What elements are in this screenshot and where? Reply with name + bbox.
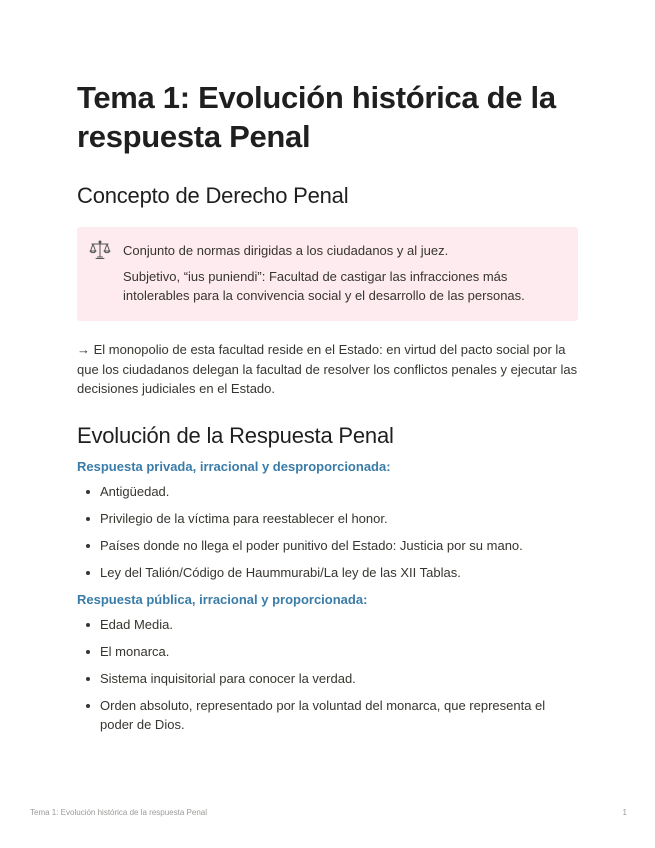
bullet-list: [77, 615, 578, 734]
list-item: Privilegio de la víctima para reestablecer el honor.: [100, 509, 578, 528]
section-heading-concepto: Concepto de Derecho Penal: [77, 183, 349, 208]
section-heading-evolucion: Evolución de la Respuesta Penal: [77, 422, 394, 448]
list-item: Sistema inquisitorial para conocer la verdad.: [100, 669, 578, 688]
list-item: Países donde no llega el poder punitivo del Estado: Justicia por su mano.: [100, 536, 578, 555]
subheading-respuesta-privada: Respuesta privada, irracional y desproporcionada:: [77, 458, 391, 474]
list-item: Antigüedad.: [100, 482, 578, 501]
page-footer: [30, 808, 627, 817]
callout-line: Subjetivo, “ius puniendi”: Facultad de castigar las infracciones más intolerables para la convivencia social y el desarrollo de las personas.: [123, 269, 525, 303]
callout-box: [77, 227, 578, 321]
callout-line: Conjunto de normas dirigidas a los ciudadanos y al juez.: [123, 243, 449, 258]
footer-title: Tema 1: Evolución histórica de la respuesta Penal: [30, 808, 207, 817]
page-title: Tema 1: Evolución histórica de la respuesta Penal: [77, 80, 556, 154]
page-number: 1: [622, 808, 627, 817]
list-item: El monarca.: [100, 642, 578, 661]
bullet-list: [77, 482, 578, 582]
subheading-respuesta-publica: Respuesta pública, irracional y proporcionada:: [77, 591, 368, 607]
list-item: Ley del Talión/Código de Haummurabi/La ley de las XII Tablas.: [100, 563, 578, 582]
list-item: Edad Media.: [100, 615, 578, 634]
list-item: Orden absoluto, representado por la voluntad del monarca, que representa el poder de Dios.: [100, 696, 578, 734]
scales-icon: [89, 239, 111, 261]
body-paragraph: → El monopolio de esta facultad reside en el Estado: en virtud del pacto social por la que los ciudadanos delegan la facultad de resolver los conflictos penales y ejecutar las decisiones judiciales en el Estado.: [77, 342, 578, 396]
document-page: [77, 78, 578, 742]
callout-text: [123, 241, 562, 305]
